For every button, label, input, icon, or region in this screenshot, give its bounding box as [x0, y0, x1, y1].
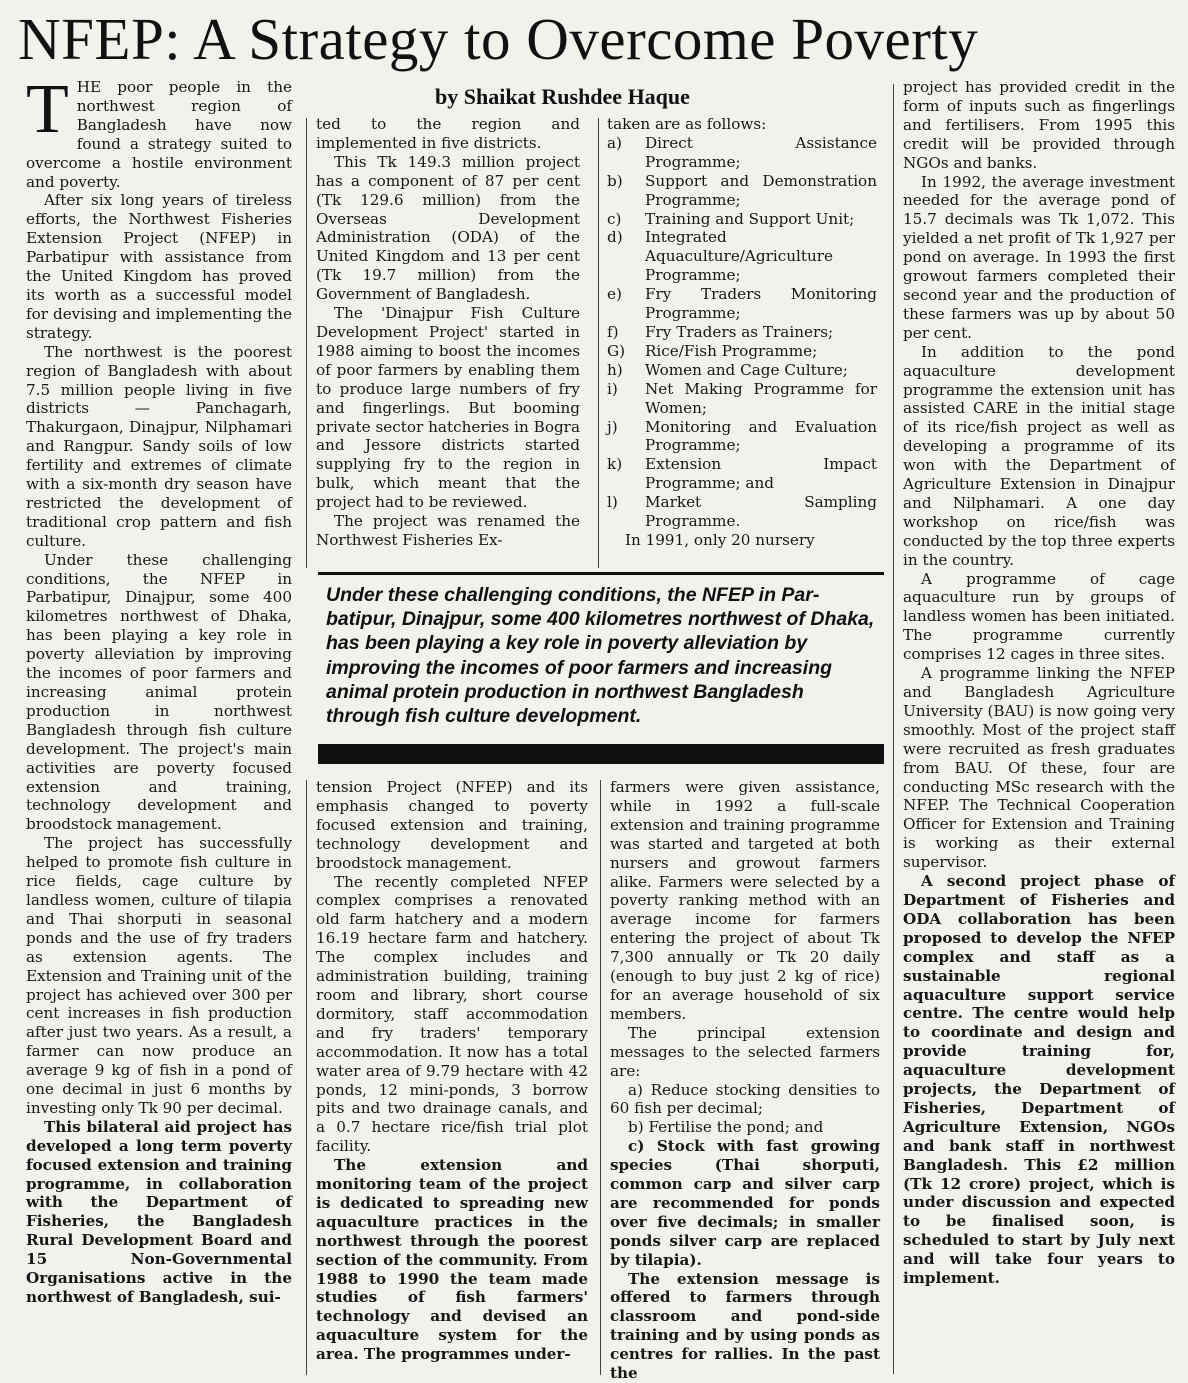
paragraph: farmers were given assistance, while in 1992 a full-scale extension and training programme was started and targeted at both nursers and growout farmers alike. Farmers were selected by a poverty ranking method with an average income for farmers entering the project of about Tk 7,300 annually or Tk 20 daily (enough to buy just 2 kg of rice) for an average household of six members. — [610, 778, 880, 1023]
extension-message: c) Stock with fast growing species (Thai shorputi, common carp and silver carp are recommended for ponds over five decimals; in smaller ponds silver carp are replaced by tilapia). — [610, 1137, 880, 1269]
column-2-top — [316, 115, 580, 550]
pull-quote: Under these challenging conditions, the NFEP in Par-batipur, Dinajpur, some 400 kilometres northwest of Dhaka, has been playing a key role in poverty alleviation by improving the incomes of poor farmers and increasing animal protein production in northwest Bangladesh through fish culture development. — [326, 584, 875, 728]
list-intro: taken are as follows: — [607, 115, 767, 133]
paragraph: In addition to the pond aquaculture development programme the extension unit has assisted CARE in the initial stage of its rice/fish project as well as developing a programme of its won with the Department of Agriculture Extension in Dinajpur and Nilphamari. A one day workshop on rice/fish was conducted by the top three experts in the country. — [903, 342, 1175, 569]
paragraph: tension Project (NFEP) and its emphasis changed to poverty focused extension and training, technology development and broodstock management. — [316, 778, 588, 872]
extension-message: b) Fertilise the pond; and — [628, 1118, 824, 1137]
column-3-bottom — [610, 778, 880, 1383]
paragraph: This Tk 149.3 million project has a component of 87 per cent (Tk 129.6 million) from the Overseas Development Administration (ODA) of the United Kingdom and 13 per cent (Tk 19.7 million) from the Government of Bangladesh. — [316, 152, 580, 304]
paragraph: In 1992, the average investment needed for the average pond of 15.7 decimals was Tk 1,072. This yielded a net profit of Tk 1,927 per pond on average. In 1993 the first growout farmers completed their second year and the production of these farmers was up by about 50 per cent. — [903, 172, 1175, 342]
paragraph: The project was renamed the Northwest Fisheries Ex- — [316, 512, 580, 549]
list-item: f) Fry Traders as Trainers; — [607, 322, 834, 341]
paragraph: The project has successfully helped to promote fish culture in rice fields, cage culture by landless women, culture of tilapia and Thai shorputi in seasonal ponds and the use of fry traders as extension agents. The Extension and Training unit of the project has achieved over 300 per cent increases in fish production after just two years. As a result, a farmer can now produce an average 9 kg of fish in a pond of one decimal in just 6 months by investing only Tk 90 per decimal. — [26, 834, 292, 1117]
column-rule — [893, 84, 894, 1374]
column-rule — [598, 118, 599, 568]
paragraph: A programme linking the NFEP and Bangladesh Agriculture University (BAU) is now going very smoothly. Most of the project staff were recruited as fresh graduates from BAU. Of these, four are conducting MSc research with the NFEP. The Technical Cooperation Officer for Extension and Training is working as their external supervisor. — [903, 664, 1175, 872]
column-2-bottom — [316, 778, 588, 1364]
paragraph: project has provided credit in the form of inputs such as fingerlings and fertilisers. From 1995 this credit will be provided through NGOs and banks. — [903, 78, 1175, 172]
paragraph: After six long years of tireless efforts, the Northwest Fisheries Extension Project (NFEP) in Parbatipur with assistance from the United Kingdom has proved its worth as a successful model for devising and implementing the strategy. — [26, 191, 292, 342]
paragraph: The northwest is the poorest region of Bangladesh with about 7.5 million people living in five districts — Panchagarh, Thakurgaon, Dinajpur, Nilphamari and Rangpur. Sandy soils of low fertility and extremes of climate with a six-month dry season have restricted the development of traditional crop pattern and fish culture. — [26, 342, 292, 550]
list-item: k) Extension Impact Programme; and — [607, 455, 877, 493]
paragraph: The 'Dinajpur Fish Culture Development Project' started in 1988 aiming to boost the incomes of poor farmers by enabling them to produce large numbers of fry and fingerlings. But booming private sector hatcheries in Bogra and Jessore districts started supplying fry to the region in bulk, which meant that the project had to be reviewed. — [316, 304, 580, 512]
byline: by Shaikat Rushdee Haque — [435, 84, 690, 109]
paragraph: A programme of cage aquaculture run by groups of landless women has been initiated. The programme currently comprises 12 cages in three sites. — [903, 569, 1175, 664]
list-item: c) Training and Support Unit; — [607, 209, 855, 228]
paragraph: The extension and monitoring team of the project is dedicated to spreading new aquaculture practices in the northwest through the poorest section of the community. From 1988 to 1990 the team made studies of fish farmers' technology and devised an aquaculture system for the area. The programmes under- — [316, 1156, 588, 1364]
paragraph: ted to the region and implemented in five districts. — [316, 115, 580, 152]
list-item: h) Women and Cage Culture; — [607, 360, 848, 379]
list-item: d) Integrated Aquaculture/Agriculture Programme; — [607, 228, 834, 285]
list-item: G) Rice/Fish Programme; — [607, 341, 818, 360]
lead-paragraph: THE poor people in the northwest region of Bangladesh have now found a strategy suited to overcome a hostile environment and poverty. — [26, 71, 292, 191]
column-rule — [600, 780, 601, 1375]
programme-list — [607, 134, 877, 531]
pullquote-top-rule — [318, 572, 884, 575]
list-item: j) Monitoring and Evaluation Programme; — [607, 417, 877, 455]
paragraph: The principal extension messages to the selected farmers are: — [610, 1023, 880, 1080]
headline: NFEP: A Strategy to Overcome Poverty — [18, 6, 979, 72]
column-rule — [306, 118, 307, 568]
list-item: a) Direct Assistance Programme; — [607, 133, 877, 171]
paragraph: In 1991, only 20 nursery — [625, 530, 815, 549]
list-item: i) Net Making Programme for Women; — [607, 379, 877, 417]
list-item: b) Support and Demonstration Programme; — [607, 171, 877, 209]
drop-cap: T — [26, 71, 69, 148]
paragraph: Under these challenging conditions, the NFEP in Parbatipur, Dinajpur, some 400 kilometres northwest of Dhaka, has been playing a key role in poverty alleviation by improving the incomes of poor farmers and increasing animal protein production in northwest Bangladesh through fish culture development. The project's main activities are poverty focused extension and training, technology development and broodstock management. — [26, 550, 292, 834]
paragraph: This bilateral aid project has developed a long term poverty focused extension and training programme, in collaboration with the Department of Fisheries, the Bangladesh Rural Development Board and 15 Non-Governmental Organisations active in the northwest of Bangladesh, sui- — [26, 1117, 292, 1306]
paragraph: The recently completed NFEP complex comprises a renovated old farm hatchery and a modern 16.19 hectare farm and hatchery. The complex includes and administration building, training room and library, short course dormitory, staff accommodation and fry traders' temporary accommodation. It now has a total water area of 9.79 hectare with 42 ponds, 12 mini-ponds, 3 borrow pits and two drainage canals, and a 0.7 hectare rice/fish trial plot facility. — [316, 872, 588, 1156]
list-item: e) Fry Traders Monitoring Programme; — [607, 285, 877, 323]
column-3-top — [607, 115, 877, 550]
pullquote-bottom-rule — [318, 744, 884, 764]
paragraph: The extension message is offered to farmers through classroom and pond-side training and by using ponds as centres for rallies. In the past the — [610, 1269, 880, 1383]
list-item: l) Market Sampling Programme. — [607, 493, 877, 531]
column-1 — [26, 71, 292, 1307]
column-rule — [306, 780, 307, 1375]
extension-message: a) Reduce stocking densities to 60 fish per decimal; — [610, 1080, 880, 1118]
column-4 — [903, 78, 1175, 1288]
paragraph: A second project phase of Department of Fisheries and ODA collaboration has been proposed to develop the NFEP complex and staff as a sustainable regional aquaculture support service centre. The centre would help to coordinate and design and provide training for, aquaculture development projects, the Department of Fisheries, Department of Agriculture Extension, NGOs and bank staff in northwest Bangladesh. This £2 million (Tk 12 crore) project, which is under discussion and expected to be finalised soon, is scheduled to start by July next and will take four years to implement. — [903, 872, 1175, 1288]
